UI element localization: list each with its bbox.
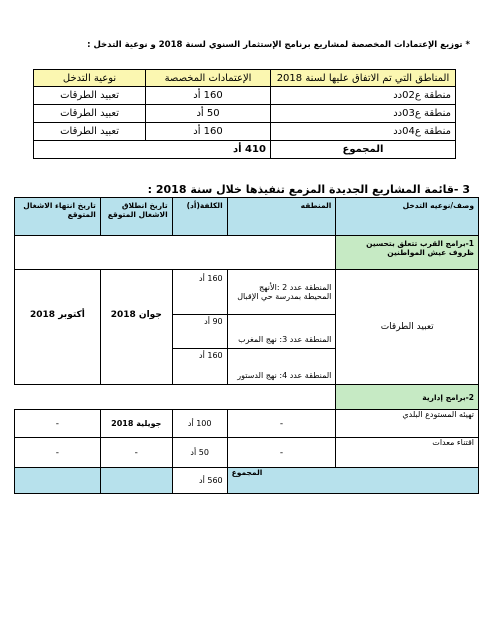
end-date-cell: - <box>15 410 101 438</box>
header-areas: المناطق التي تم الاتفاق عليها لسنة 2018 <box>270 70 455 87</box>
start-date-cell: - <box>100 438 172 468</box>
intervention-cell: تعبيد الطرقات <box>34 105 146 123</box>
section2-number: 3 <box>462 183 470 196</box>
description-cell: اقتناء معدات <box>336 438 479 468</box>
empty-cell <box>15 236 336 270</box>
group2-title: 2-برامج إدارية <box>336 385 479 410</box>
cost-cell: 160 أد <box>172 270 227 315</box>
total-row <box>34 141 456 159</box>
cost-cell: 50 أد <box>172 438 227 468</box>
start-date-cell: جوان 2018 <box>100 270 172 385</box>
intervention-cell: تعبيد الطرقات <box>34 87 146 105</box>
total-value: 560 أد <box>172 468 227 494</box>
group-row <box>15 385 479 410</box>
cost-cell: 90 أد <box>172 315 227 349</box>
area-cell: المنطقة عدد 4: نهج الدستور <box>227 349 336 385</box>
area-cell: - <box>227 438 336 468</box>
header-allocations: الإعتمادات المخصصة <box>146 70 271 87</box>
start-date-cell: جويلية 2018 <box>100 410 172 438</box>
total-label: المجموع <box>270 141 455 159</box>
group-row <box>15 236 479 270</box>
area-cell: المنطقة عدد 2 :الأنهج المحيطة بمدرسة حي الإقبال <box>227 270 336 315</box>
table-row <box>15 270 479 315</box>
header-end-date: تاريخ انتهاء الاشغال المتوقع <box>15 198 101 236</box>
table-header-row <box>15 198 479 236</box>
end-date-cell: - <box>15 438 101 468</box>
group1-title: 1-برامج القرب تتعلق بتحسين ظروف عيش المواطنين <box>336 236 479 270</box>
empty-cell <box>15 468 101 494</box>
allocation-cell: 160 أد <box>146 87 271 105</box>
projects-table <box>14 197 479 494</box>
area-cell: منطقة ع03دد <box>270 105 455 123</box>
intervention-cell: تعبيد الطرقات <box>34 123 146 141</box>
total-label: المجموع <box>227 468 478 494</box>
group1-description: تعبيد الطرقات <box>336 270 479 385</box>
area-cell: منطقة ع04دد <box>270 123 455 141</box>
header-start-date: تاريخ انطلاق الاشغال المتوقع <box>100 198 172 236</box>
header-intervention: نوعية التدخل <box>34 70 146 87</box>
table-header-row <box>34 70 456 87</box>
allocation-cell: 160 أد <box>146 123 271 141</box>
section2-title <box>0 183 470 196</box>
table-row <box>34 105 456 123</box>
area-cell: - <box>227 410 336 438</box>
header-area: المنطقه <box>227 198 336 236</box>
table-row <box>34 87 456 105</box>
cost-cell: 160 أد <box>172 349 227 385</box>
empty-cell <box>100 468 172 494</box>
description-cell: تهيئه المستودع البلدي <box>336 410 479 438</box>
table-row <box>15 438 479 468</box>
empty-cell <box>15 385 336 410</box>
header-cost: الكلفة(أد) <box>172 198 227 236</box>
allocation-cell: 50 أد <box>146 105 271 123</box>
allocations-table <box>33 69 456 159</box>
table-row <box>34 123 456 141</box>
table-row <box>15 410 479 438</box>
total-row <box>15 468 479 494</box>
header-description: وصف/نوعيه التدخل <box>336 198 479 236</box>
section1-title: * توزيع الإعتمادات المخصصة لمشاريع برنامج الإستثمار السنوي لسنة 2018 و نوعية التدخل : <box>87 40 470 50</box>
area-cell: منطقة ع02دد <box>270 87 455 105</box>
section2-title-text: -قائمة المشاريع الجديدة المزمع تنفيذها خلال سنة 2018 : <box>147 183 459 196</box>
end-date-cell: أكتوبر 2018 <box>15 270 101 385</box>
cost-cell: 100 أد <box>172 410 227 438</box>
area-cell: المنطقة عدد 3: نهج المغرب <box>227 315 336 349</box>
total-value: 410 أد <box>34 141 271 159</box>
